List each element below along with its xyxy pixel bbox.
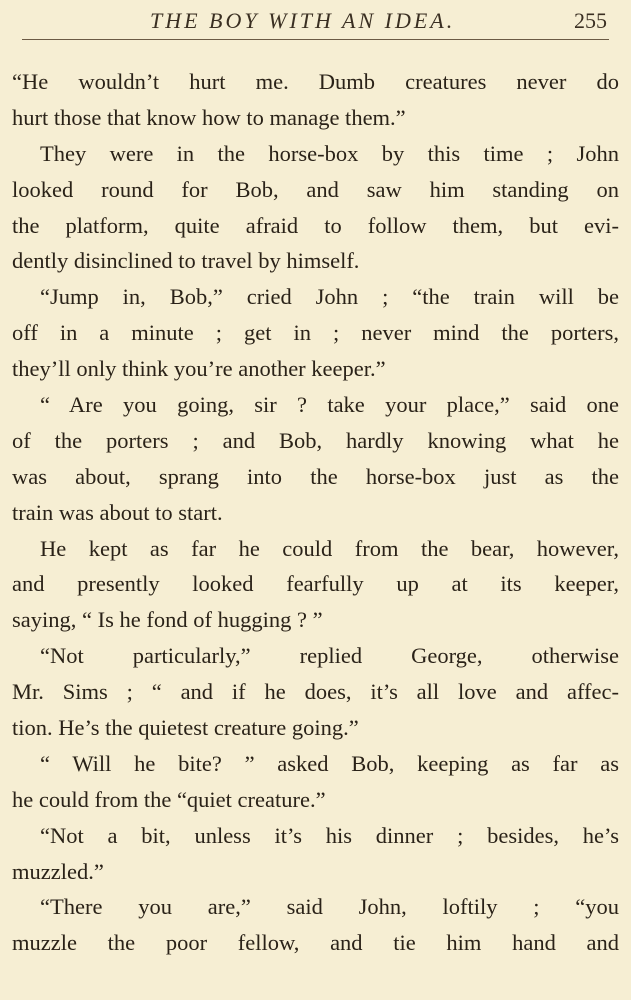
text-line: “There you are,” said John, loftily ; “you <box>40 894 619 920</box>
text-line: “ Are you going, sir ? take your place,” said one <box>40 392 619 418</box>
text-line: they’ll only think you’re another keeper.” <box>12 356 386 382</box>
page-header <box>12 0 619 40</box>
text-line: “Jump in, Bob,” cried John ; “the train will be <box>40 284 619 310</box>
text-line: saying, “ Is he fond of hugging ? ” <box>12 607 323 633</box>
text-line: hurt those that know how to manage them.” <box>12 104 406 130</box>
text-line: “Not a bit, unless it’s his dinner ; besides, he’s <box>40 822 619 848</box>
text-line: the platform, quite afraid to follow them, but evi- <box>12 212 619 238</box>
text-line: “He wouldn’t hurt me. Dumb creatures never do <box>12 69 619 94</box>
text-line: dently disinclined to travel by himself. <box>12 248 360 274</box>
text-line: he could from the “quiet creature.” <box>12 786 326 812</box>
text-line: “Not particularly,” replied George, otherwise <box>40 643 619 669</box>
text-line: tion. He’s the quietest creature going.” <box>12 715 359 741</box>
text-line: was about, sprang into the horse-box just as the <box>12 463 619 489</box>
text-line: “ Will he bite? ” asked Bob, keeping as far as <box>40 750 619 776</box>
text-line: and presently looked fearfully up at its keeper, <box>12 571 619 597</box>
running-title: THE BOY WITH AN IDEA. <box>150 8 456 33</box>
page-number: 255 <box>574 8 607 33</box>
header-rule <box>22 39 609 40</box>
text-line: muzzled.” <box>12 858 104 884</box>
text-line: muzzle the poor fellow, and tie him hand and <box>12 930 619 956</box>
body-text <box>12 40 619 961</box>
text-line: of the porters ; and Bob, hardly knowing what he <box>12 427 619 453</box>
text-line: looked round for Bob, and saw him standing on <box>12 176 619 202</box>
text-line: off in a minute ; get in ; never mind the porters, <box>12 320 619 346</box>
text-line: They were in the horse-box by this time ; John <box>40 140 619 166</box>
text-line: train was about to start. <box>12 499 223 525</box>
text-line: He kept as far he could from the bear, however, <box>40 535 619 561</box>
text-line: Mr. Sims ; “ and if he does, it’s all love and affec- <box>12 679 619 705</box>
